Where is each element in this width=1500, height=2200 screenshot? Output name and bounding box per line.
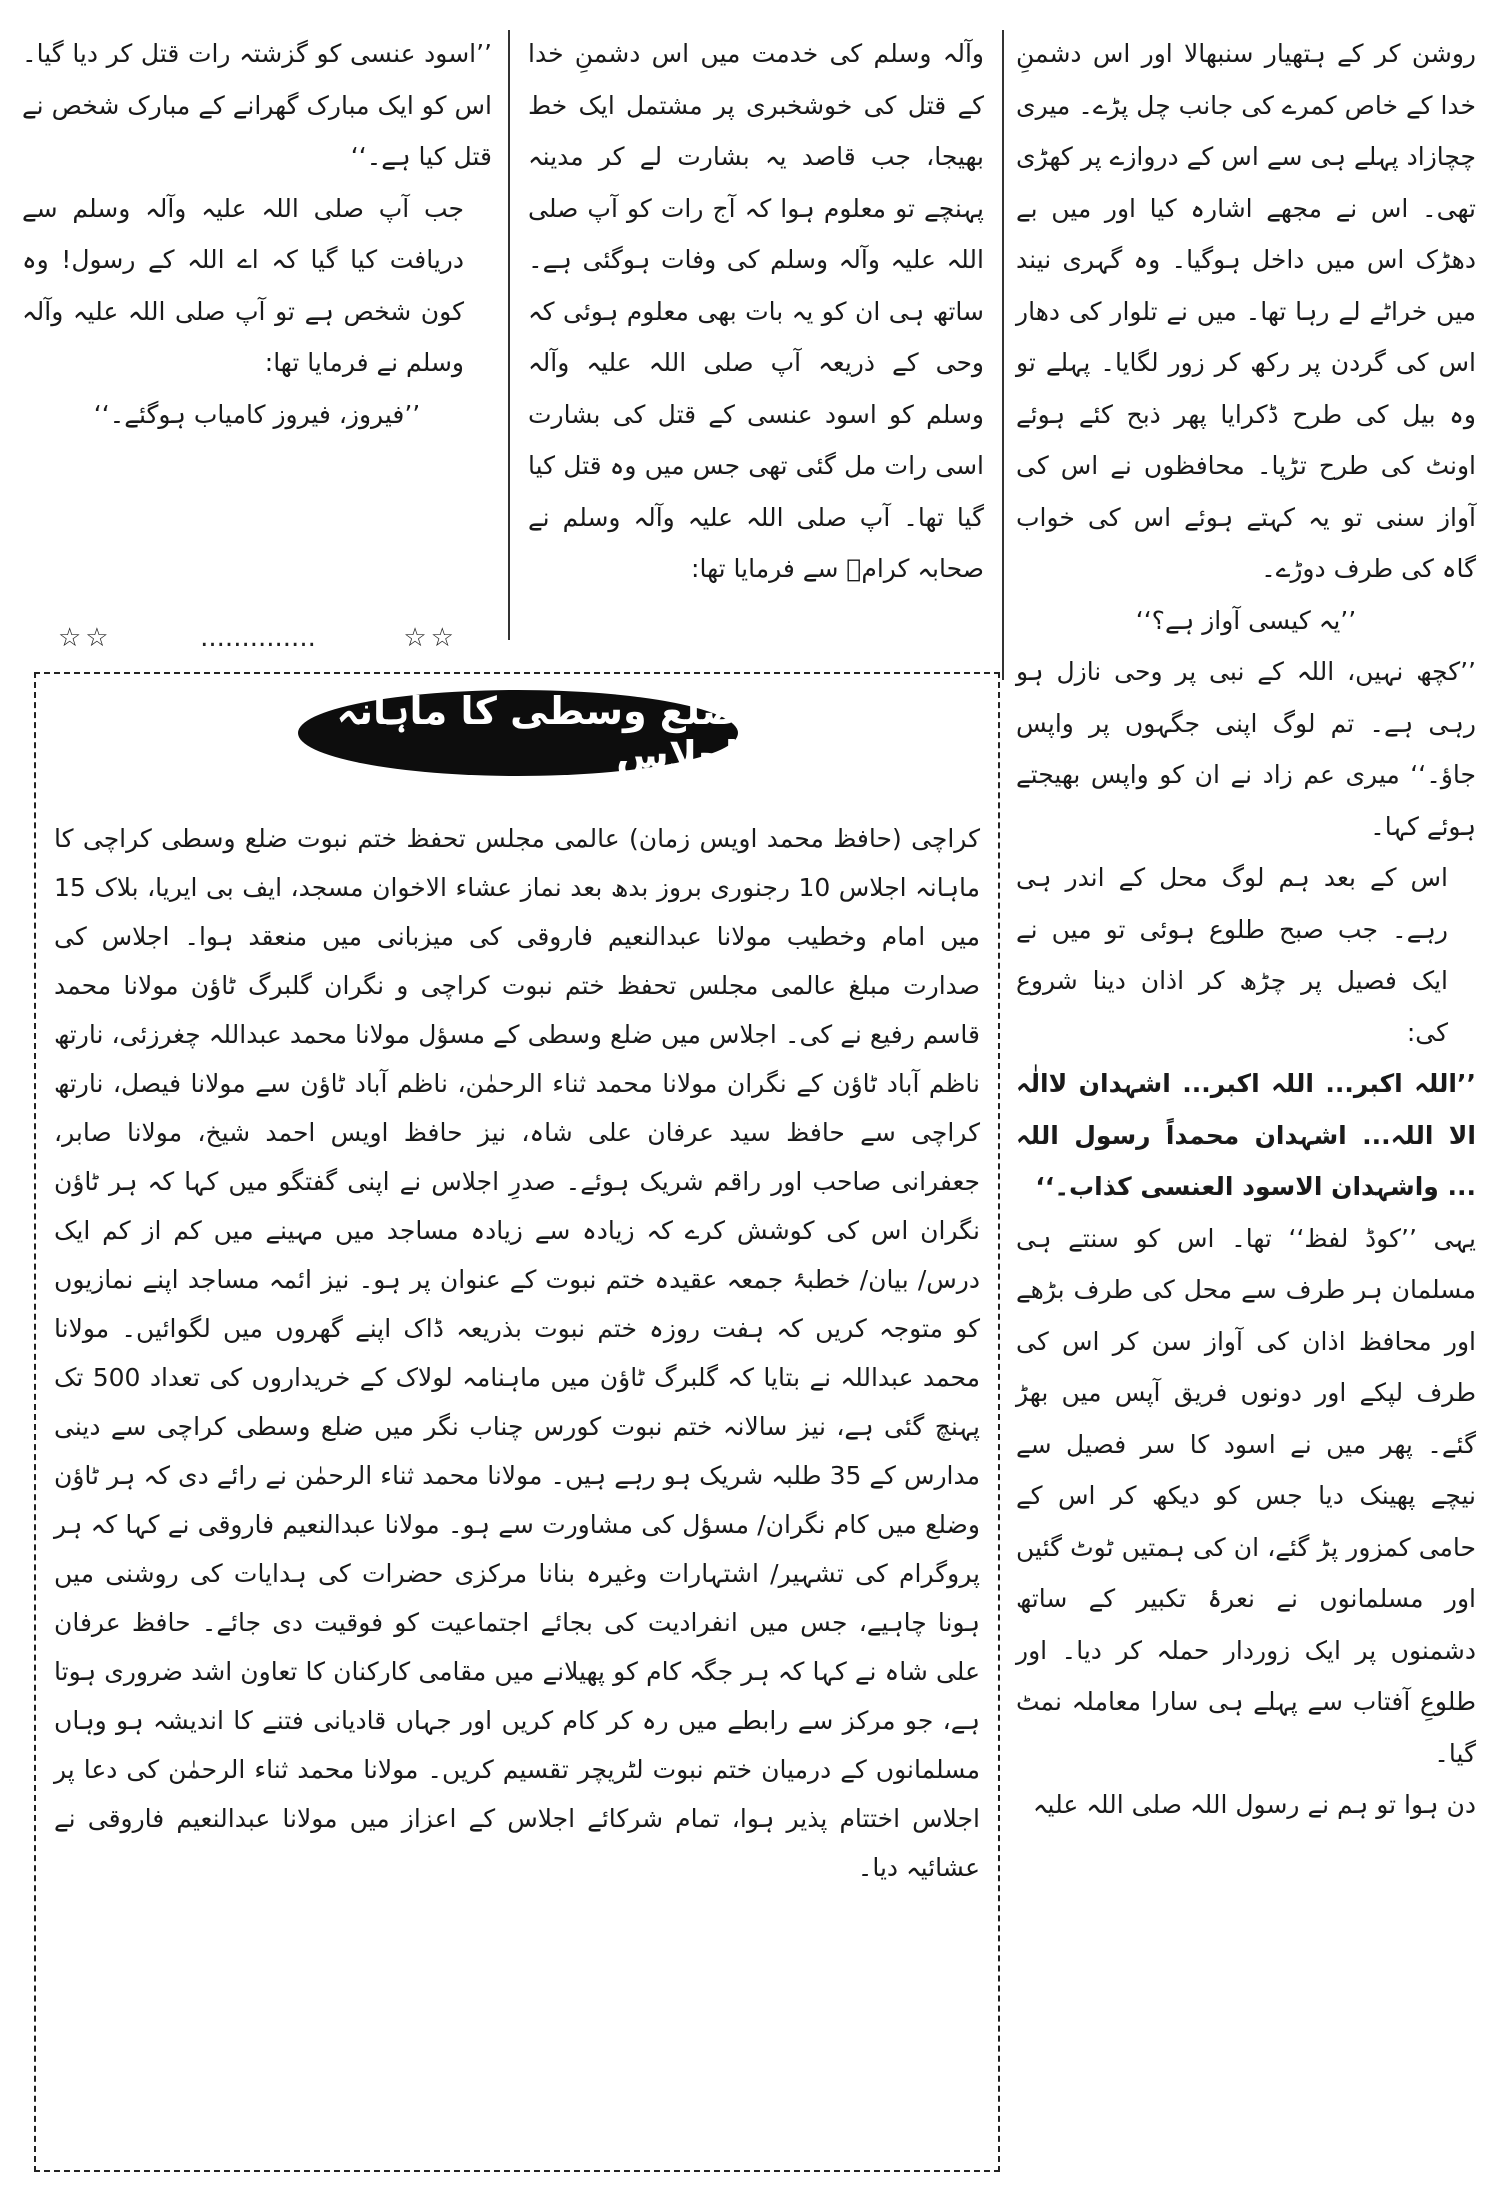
paragraph: دن ہوا تو ہم نے رسول اللہ صلی اللہ علیہ [1032, 1790, 1476, 1819]
dotted-line: .............. [200, 623, 316, 653]
paragraph: جب آپ صلی اللہ علیہ وآلہ وسلم سے دریافت کیا گیا کہ اے اللہ کے رسول! وہ کون شخص ہے تو آپ صلی اللہ علیہ وآلہ وسلم نے فرمایا تھا: [22, 193, 464, 377]
section-separator [58, 618, 458, 658]
news-body [54, 814, 980, 1892]
column-divider [1002, 30, 1004, 680]
article-column-right [1016, 28, 1476, 1831]
paragraph: اس کے بعد ہم لوگ محل کے اندر ہی رہے۔ جب صبح طلوع ہوئی تو میں نے ایک فصیل پر چڑھ کر اذان دینا شروع کی: [1016, 863, 1448, 1047]
star-ornament: ☆☆ [403, 623, 458, 653]
news-paragraph: کراچی (حافظ محمد اویس زمان) عالمی مجلس تحفظ ختم نبوت ضلع وسطی کراچی کا ماہانہ اجلاس 10 رجنوری بروز بدھ بعد نماز عشاء الاخوان مسجد، ایف بی ایریا، بلاک 15 میں امام وخطیب مولانا عبدالنعیم فاروقی کی میزبانی میں منعقد ہوا۔ اجلاس کی صدارت مبلغ عالمی مجلس تحفظ ختم نبوت کراچی و نگران گلبرگ ٹاؤن مولانا محمد قاسم رفیع نے کی۔ اجلاس میں ضلع وسطی کے مسؤل مولانا محمد عبداللہ چغرزئی، نارتھ ناظم آباد ٹاؤن کے نگران مولانا محمد ثناء الرحمٰن، ناظم آباد ٹاؤن سے مولانا فیصل، نارتھ کراچی سے حافظ سید عرفان علی شاہ، نیز حافظ اویس احمد شیخ، مولانا صابر، جعفرانی صاحب اور راقم شریک ہوئے۔ صدرِ اجلاس نے اپنی گفتگو میں کہا کہ ہر ٹاؤن نگران اس کی کوشش کرے کہ زیادہ سے زیادہ مساجد میں مہینے میں کم از کم ایک درس/ بیان/ خطبۂ جمعہ عقیدہ ختم نبوت کے عنوان پر ہو۔ نیز ائمہ مساجد اپنے نمازیوں کو متوجہ کریں کہ ہفت روزہ ختم نبوت بذریعہ ڈاک اپنے گھروں میں لگوائیں۔ مولانا محمد عبداللہ نے بتایا کہ گلبرگ ٹاؤن میں ماہنامہ لولاک کے خریداروں کی تعداد 500 تک پہنچ گئی ہے، نیز سالانہ ختم نبوت کورس چناب نگر میں ضلع وسطی کراچی سے دینی مدارس کے 35 طلبہ شریک ہو رہے ہیں۔ مولانا محمد ثناء الرحمٰن نے رائے دی کہ ہر ٹاؤن وضلع میں کام نگران/ مسؤل کی مشاورت سے ہو۔ مولانا عبدالنعیم فاروقی نے کہا کہ ہر پروگرام کی تشہیر/ اشتہارات وغیرہ بنانا مرکزی حضرات کی ہدایات کی روشنی میں ہونا چاہیے، جس میں انفرادیت کی بجائے اجتماعیت کو فوقیت دی جائے۔ حافظ عرفان علی شاہ نے کہا کہ ہر جگہ کام کو پھیلانے میں مقامی کارکنان کا تعاون اشد ضروری ہوتا ہے، جو مرکز سے رابطے میں رہ کر کام کریں اور جہاں قادیانی فتنے کا اندیشہ ہو وہاں مسلمانوں کے درمیان ختم نبوت لٹریچر تقسیم کریں۔ مولانا محمد ثناء الرحمٰن کی دعا پر اجلاس اختتام پذیر ہوا، تمام شرکائے اجلاس کے اعزاز میں مولانا عبدالنعیم فاروقی نے عشائیہ دیا۔ [54, 824, 981, 1882]
paragraph: ’’کچھ نہیں، اللہ کے نبی پر وحی نازل ہو رہی ہے۔ تم لوگ اپنی جگہوں پر واپس جاؤ۔‘‘ میری عم زاد نے ان کو واپس بھیجتے ہوئے کہا۔ [1016, 657, 1476, 841]
column-divider [508, 30, 510, 640]
quote-paragraph: ’’فیروز، فیروز کامیاب ہوگئے۔‘‘ [93, 399, 421, 429]
quote-paragraph: ’’یہ کیسی آواز ہے؟‘‘ [1135, 605, 1357, 635]
news-heading: ضلع وسطی کا ماہانہ اجلاس [298, 690, 738, 776]
article-column-middle [528, 28, 984, 595]
paragraph: وآلہ وسلم کی خدمت میں اس دشمنِ خدا کے قتل کی خوشخبری پر مشتمل ایک خط بھیجا، جب قاصد یہ بشارت لے کر مدینہ پہنچے تو معلوم ہوا کہ آج رات کو آپ صلی اللہ علیہ وآلہ وسلم کی وفات ہوگئی ہے۔ ساتھ ہی ان کو یہ بات بھی معلوم ہوئی کہ وحی کے ذریعہ آپ صلی اللہ علیہ وآلہ وسلم کو اسود عنسی کے قتل کی بشارت اسی رات مل گئی تھی جس میں وہ قتل کیا گیا تھا۔ آپ صلی اللہ علیہ وآلہ وسلم نے صحابہ کرامؓ سے فرمایا تھا: [528, 39, 984, 583]
article-column-left [22, 28, 492, 440]
quote-paragraph: ’’اسود عنسی کو گزشتہ رات قتل کر دیا گیا۔ اس کو ایک مبارک گھرانے کے مبارک شخص نے قتل کیا ہے۔‘‘ [22, 39, 492, 171]
news-box [34, 672, 1000, 2172]
star-ornament: ☆☆ [58, 623, 113, 653]
paragraph: یہی ’’کوڈ لفظ‘‘ تھا۔ اس کو سنتے ہی مسلمان ہر طرف سے محل کی طرف بڑھے اور محافظ اذان کی آواز سن کر اس کی طرف لپکے اور دونوں فریق آپس میں بھڑ گئے۔ پھر میں نے اسود کا سر فصیل سے نیچے پھینک دیا جس کو دیکھ کر اس کے حامی کمزور پڑ گئے، ان کی ہمتیں ٹوٹ گئیں اور مسلمانوں نے نعرۂ تکبیر کے ساتھ دشمنوں پر ایک زوردار حملہ کر دیا۔ اور طلوعِ آفتاب سے پہلے ہی سارا معاملہ نمٹ گیا۔ [1016, 1223, 1476, 1768]
adhan-quote: ’’اللہ اکبر... اللہ اکبر... اشہدان لاالٰہ الا اللہ... اشہدان محمداً رسول اللہ ... واشہدان الاسود العنسی کذاب۔‘‘ [1016, 1069, 1476, 1201]
paragraph: روشن کر کے ہتھیار سنبھالا اور اس دشمنِ خدا کے خاص کمرے کی جانب چل پڑے۔ میری چچازاد پہلے ہی سے اس کے دروازے پر کھڑی تھی۔ اس نے مجھے اشارہ کیا اور میں بے دھڑک اس میں داخل ہوگیا۔ وہ گہری نیند میں خراٹے لے رہا تھا۔ میں نے تلوار کی دھار اس کی گردن پر رکھ کر زور لگایا۔ پہلے تو وہ بیل کی طرح ڈکرایا پھر ذبح کئے ہوئے اونٹ کی طرح تڑپا۔ محافظوں نے اس کی آواز سنی تو یہ کہتے ہوئے اس کی خواب گاہ کی طرف دوڑے۔ [1016, 39, 1476, 583]
